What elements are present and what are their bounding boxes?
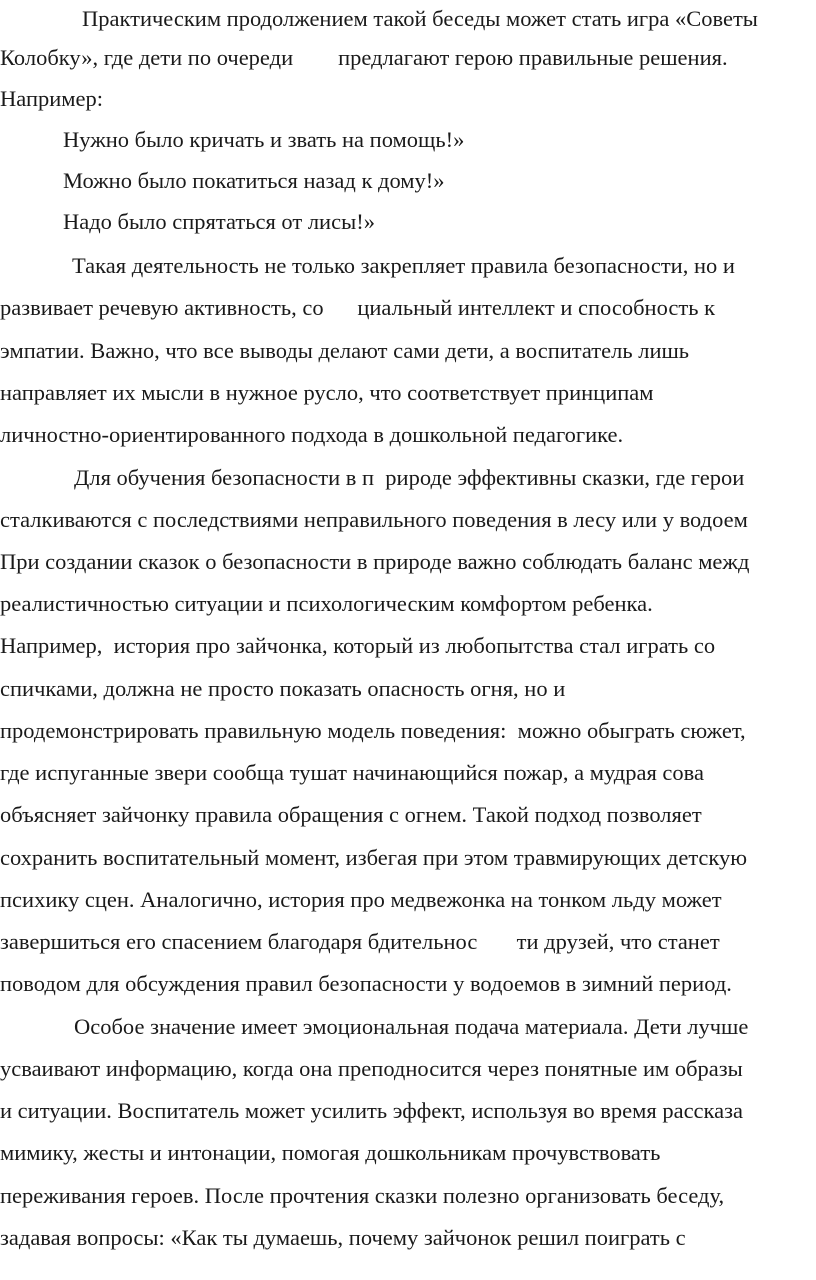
advice-line: Можно было покатиться назад к дому!» (63, 168, 445, 193)
text-line: спичками, должна не просто показать опасность огня, но и (0, 676, 566, 701)
advice-line: Надо было спрятаться от лисы!» (63, 209, 375, 234)
text-line: реалистичностью ситуации и психологическим комфортом ребенка. (0, 591, 653, 616)
text-line: Для обучения безопасности в п рироде эффективны сказки, где герои (74, 465, 745, 490)
text-line: мимику, жесты и интонации, помогая дошкольникам прочувствовать (0, 1140, 661, 1165)
text-line: где испуганные звери сообща тушат начинающийся пожар, а мудрая сова (0, 760, 704, 785)
text-line: продемонстрировать правильную модель поведения: можно обыграть сюжет, (0, 718, 746, 743)
text-line: завершиться его спасением благодаря бдительнос ти друзей, что станет (0, 929, 720, 954)
text-line: Особое значение имеет эмоциональная подача материала. Дети лучше (74, 1014, 749, 1039)
text-line: психику сцен. Аналогично, история про медвежонка на тонком льду может (0, 887, 722, 912)
text-line: сталкиваются с последствиями неправильного поведения в лесу или у водоем (0, 507, 748, 532)
advice-line: Нужно было кричать и звать на помощь!» (63, 127, 465, 152)
text-line: Например: (0, 86, 103, 111)
text-line: и ситуации. Воспитатель может усилить эффект, используя во время рассказа (0, 1098, 743, 1123)
text-line: направляет их мысли в нужное русло, что соответствует принципам (0, 380, 654, 405)
text-line: поводом для обсуждения правил безопасности у водоемов в зимний период. (0, 971, 732, 996)
text-line: При создании сказок о безопасности в природе важно соблюдать баланс межд (0, 549, 750, 574)
text-line: Такая деятельность не только закрепляет правила безопасности, но и (72, 253, 735, 278)
text-line: переживания героев. После прочтения сказки полезно организовать беседу, (0, 1183, 725, 1208)
text-line: сохранить воспитательный момент, избегая при этом травмирующих детскую (0, 845, 748, 870)
text-line: Колобку», где дети по очереди предлагают герою правильные решения. (0, 45, 728, 70)
text-line: эмпатии. Важно, что все выводы делают сами дети, а воспитатель лишь (0, 338, 690, 363)
text-line: Например, история про зайчонка, который из любопытства стал играть со (0, 633, 716, 658)
text-line: личностно-ориентированного подхода в дошкольной педагогике. (0, 422, 624, 447)
text-line: усваивают информацию, когда она преподносится через понятные им образы (0, 1056, 743, 1081)
text-line: развивает речевую активность, со циальный интеллект и способность к (0, 295, 716, 320)
text-line: задавая вопросы: «Как ты думаешь, почему зайчонок решил поиграть с (0, 1225, 686, 1250)
text-line: Практическим продолжением такой беседы может стать игра «Советы (82, 6, 758, 31)
text-line: объясняет зайчонку правила обращения с огнем. Такой подход позволяет (0, 802, 702, 827)
